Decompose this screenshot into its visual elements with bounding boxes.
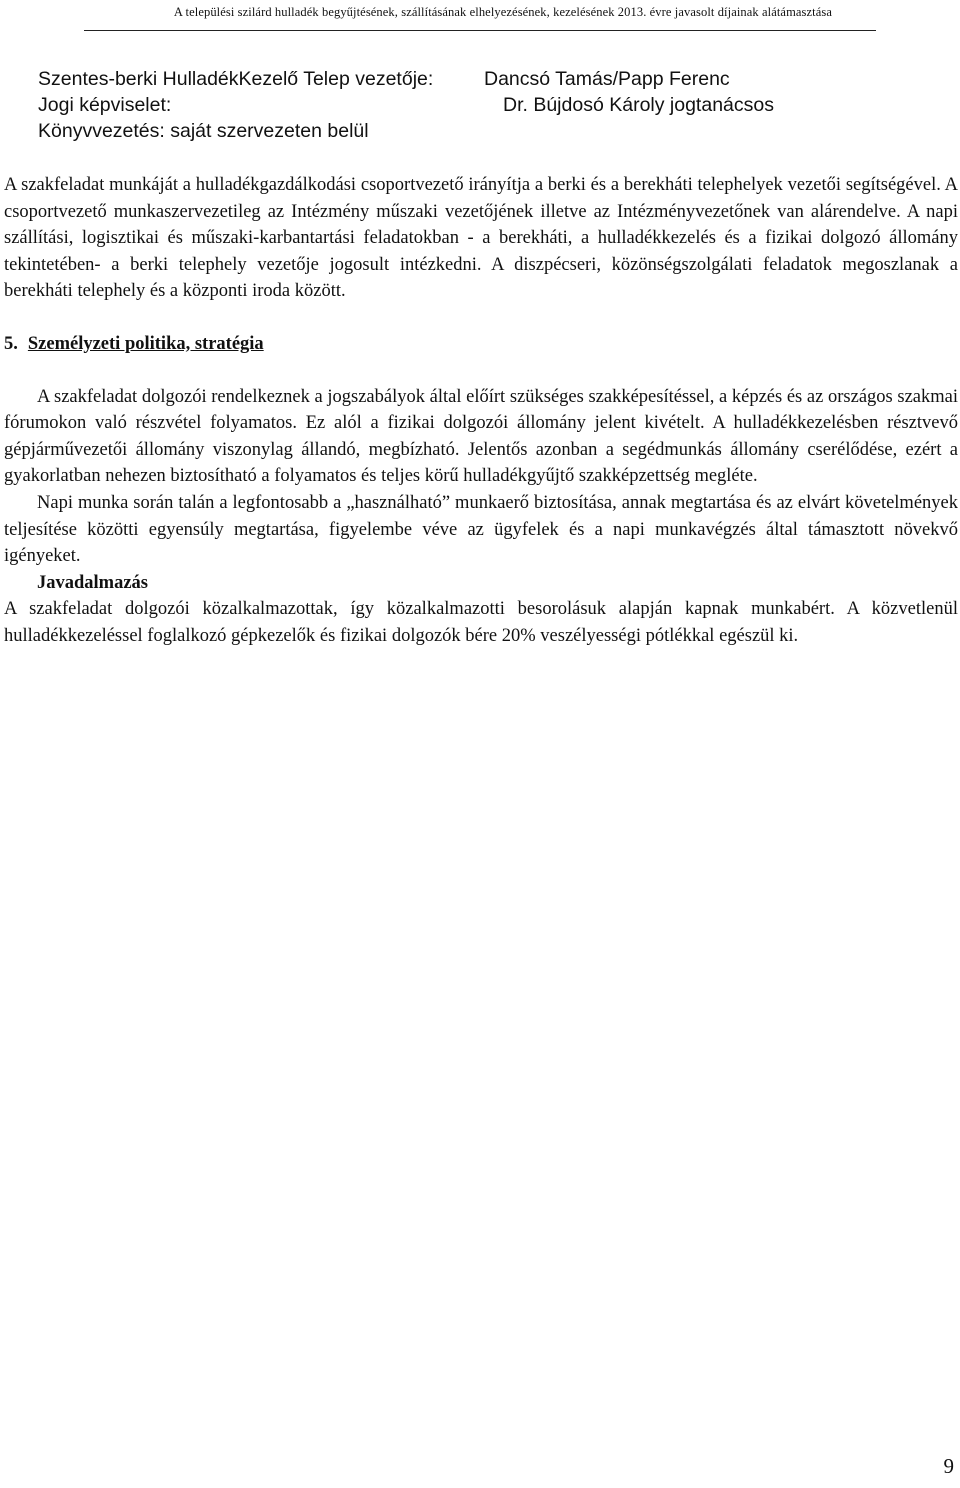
page-number: 9 [943, 1454, 954, 1478]
section-heading [4, 331, 958, 358]
paragraph-organization: A szakfeladat munkáját a hulladékgazdálkodási csoportvezető irányítja a berki és a berekháti telephelyek vezetői segítségével. A csoportvezető munkaszervezetileg az Intézmény műszaki vezetőjének illetve az Intézményvezetőnek van alárendelve. A napi szállítási, logisztikai és műszaki-karbantartási feladatokban - a berekháti, a hulladékkezelés és a fizikai dolgozó állomány tekintetében- a berki telephely vezetője jogosult intézkedni. A diszpécseri, közönségszolgálati feladatok megoszlanak a berekháti telephely és a központi iroda között. [4, 175, 958, 302]
contact-value: Dancsó Tamás/Papp Ferenc [484, 68, 730, 90]
running-title: A települési szilárd hulladék begyűjtésének, szállításának elhelyezésének, kezelésének 2013. évre javasolt díjainak alátámasztása [173, 5, 832, 19]
contact-label: Szentes-berki HulladékKezelő Telep vezetője: [38, 68, 434, 90]
contact-label: Könyvvezetés: saját szervezeten belül [38, 120, 369, 142]
contact-value: Dr. Bújdosó Károly jogtanácsos [503, 94, 774, 116]
contact-block [38, 66, 938, 144]
contact-row-legal [38, 92, 938, 118]
document-body [4, 172, 958, 650]
paragraph-qualifications: A szakfeladat dolgozói rendelkeznek a jogszabályok által előírt szükséges szakképesítéssel, a képzés és az országos szakmai fórumokon való részvétel folyamatos. Ez alól a fizikai dolgozói állomány jelent kivételt. A hulladékkezelésben résztvevő gépjárművezetői állomány viszonylag állandó, megbízható. Jelentős azonban a segédmunkás állomány cserélődése, ezért a gyakorlatban nehezen biztosítható a folyamatos és teljes körű hulladékgyűjtő szakképzettség megléte. [4, 386, 958, 487]
paragraph-compensation: A szakfeladat dolgozói közalkalmazottak, így közalkalmazotti besorolásuk alapján kapnak munkabért. A közvetlenül hulladékkezeléssel foglalkozó gépkezelők és fizikai dolgozók bére 20% veszélyességi pótlékkal egészül ki. [4, 599, 958, 646]
subheading-compensation: Javadalmazás [37, 572, 148, 593]
header-rule [84, 30, 876, 31]
section-title: Személyzeti politika, stratégia [27, 333, 264, 354]
section-number: 5. [4, 333, 18, 354]
contact-row-bookkeeping [38, 118, 938, 144]
contact-label: Jogi képviselet: [38, 94, 172, 116]
paragraph-workforce: Napi munka során talán a legfontosabb a „használható” munkaerő biztosítása, annak megtartása és az elvárt követelmények teljesítése közötti egyensúly megtartása, figyelembe véve az ügyfelek és a napi munkavégzés által támasztott növekvő igényeket. [4, 492, 958, 567]
page-header [0, 0, 960, 30]
contact-row-manager [38, 66, 938, 92]
